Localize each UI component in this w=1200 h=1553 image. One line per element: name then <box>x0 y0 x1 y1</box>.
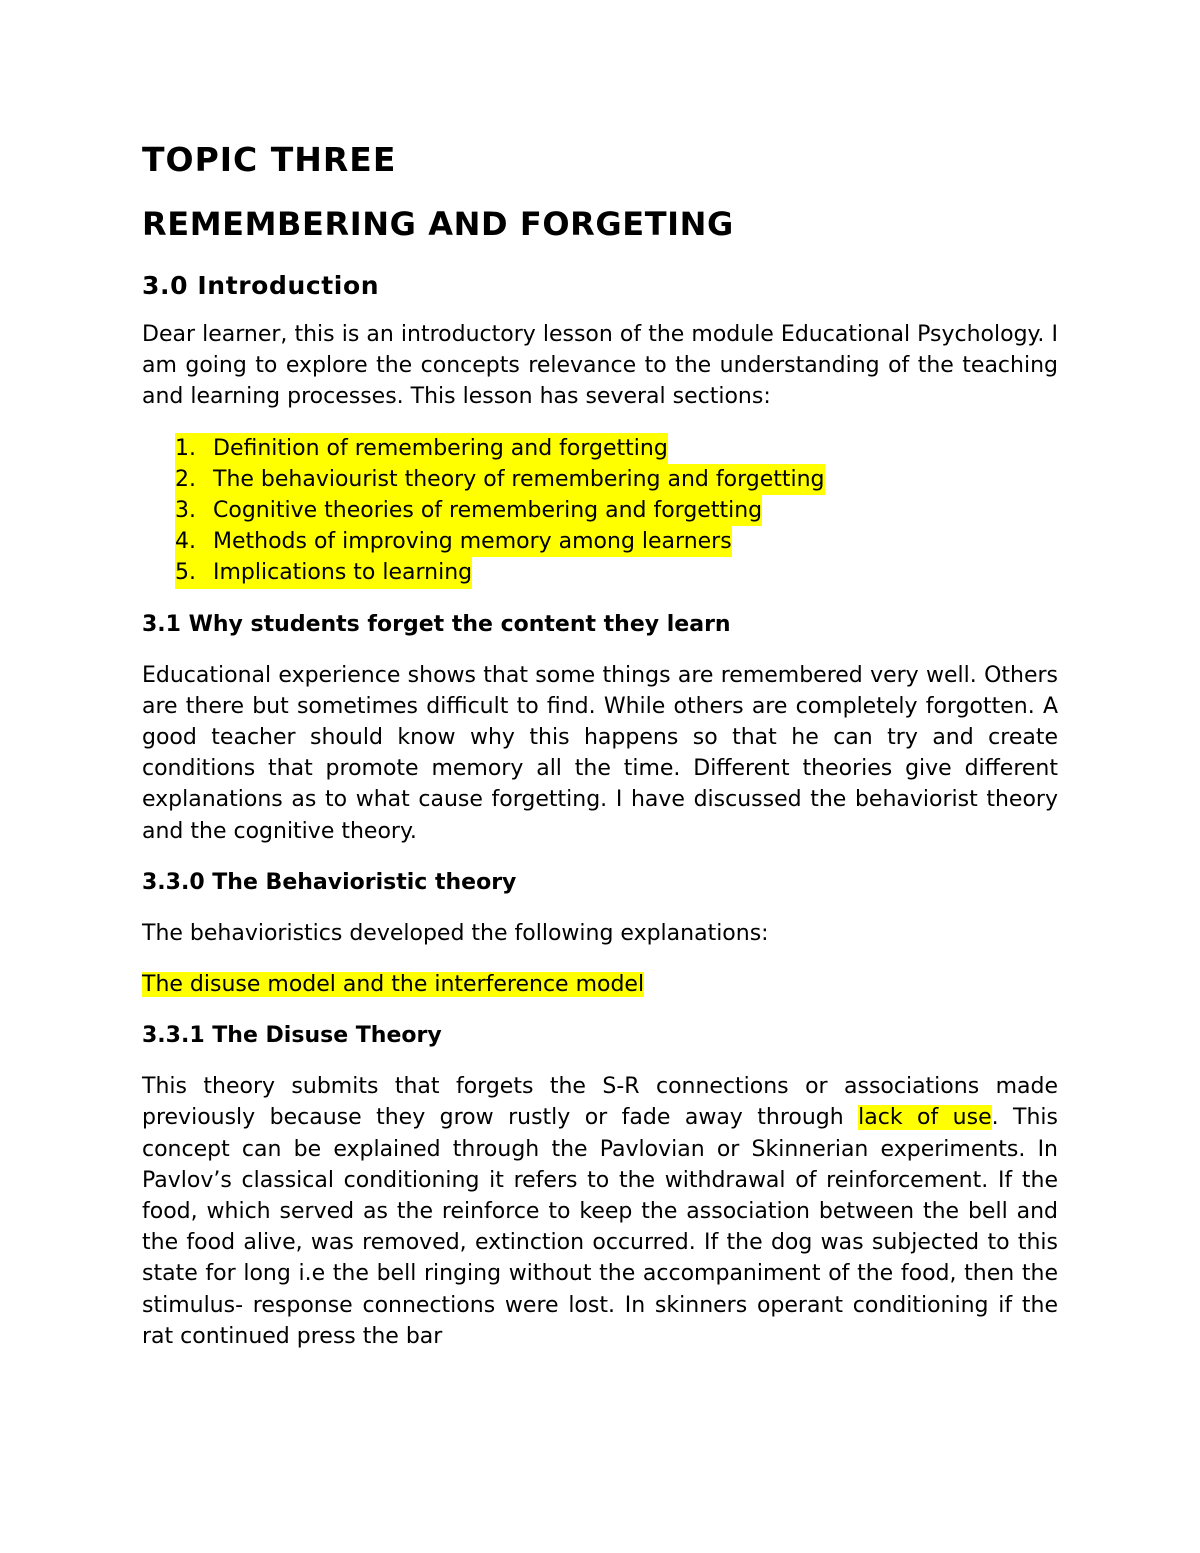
list-item-text: Methods of improving memory among learners <box>213 529 732 555</box>
highlighted-text: The disuse model and the interference model <box>142 972 645 998</box>
highlighted-models-line <box>142 969 1058 1000</box>
section-3-1-paragraph: Educational experience shows that some things are remembered very well. Others are there but sometimes difficult to find. While others are completely forgotten. A good teacher should know why this happens so that he can try and create conditions that promote memory all the time. Different theories give different explanations as to what cause forgetting. I have discussed the behaviorist theory and the cognitive theory. <box>142 662 1058 844</box>
list-item-text: Implications to learning <box>213 560 473 586</box>
list-item <box>175 464 1058 495</box>
section-3-3-1-paragraph <box>142 1071 1058 1352</box>
list-number: 3. <box>175 498 196 524</box>
list-number: 4. <box>175 529 196 555</box>
section-3-3-0-heading: 3.3.0 The Behavioristic theory <box>142 869 517 895</box>
chapter-title: REMEMBERING AND FORGETING <box>142 205 734 243</box>
topic-heading: TOPIC THREE <box>142 140 397 179</box>
list-item <box>175 557 1058 588</box>
section-3-1-heading: 3.1 Why students forget the content they learn <box>142 611 731 637</box>
list-number: 1. <box>175 435 196 461</box>
list-item-text: The behaviourist theory of remembering and forgetting <box>213 466 825 492</box>
highlighted-text: lack of use <box>858 1105 992 1131</box>
section-3-3-1-heading: 3.3.1 The Disuse Theory <box>142 1023 442 1049</box>
list-item <box>175 526 1058 557</box>
list-item <box>175 495 1058 526</box>
document-body <box>142 136 1058 1372</box>
list-number: 2. <box>175 466 196 492</box>
section-3-3-0-paragraph: The behavioristics developed the following explanations: <box>142 920 769 946</box>
list-item-text: Cognitive theories of remembering and forgetting <box>213 498 763 524</box>
intro-paragraph: Dear learner, this is an introductory lesson of the module Educational Psychology. I am going to explore the concepts relevance to the understanding of the teaching and learning processes. This lesson has several sections: <box>142 322 1058 410</box>
paragraph-text-before: This theory submits that forgets the S-R connections or associations made previously because they grow rustly or fade away through <box>142 1074 1058 1131</box>
intro-heading: 3.0 Introduction <box>142 271 380 300</box>
paragraph-text-after: . This concept can be explained through the Pavlovian or Skinnerian experiments. In Pavlov’s classical conditioning it refers to the withdrawal of reinforcement. If the food, which served as the reinforce to keep the association between the bell and the food alive, was removed, extinction occurred. If the dog was subjected to this state for long i.e the bell ringing without the accompaniment of the food, then the stimulus- response connections were lost. In skinners operant conditioning if the rat continued press the bar <box>142 1105 1058 1349</box>
list-item <box>175 433 1058 464</box>
list-item-text: Definition of remembering and forgetting <box>213 435 668 461</box>
list-number: 5. <box>175 560 196 586</box>
sections-list <box>142 433 1058 589</box>
